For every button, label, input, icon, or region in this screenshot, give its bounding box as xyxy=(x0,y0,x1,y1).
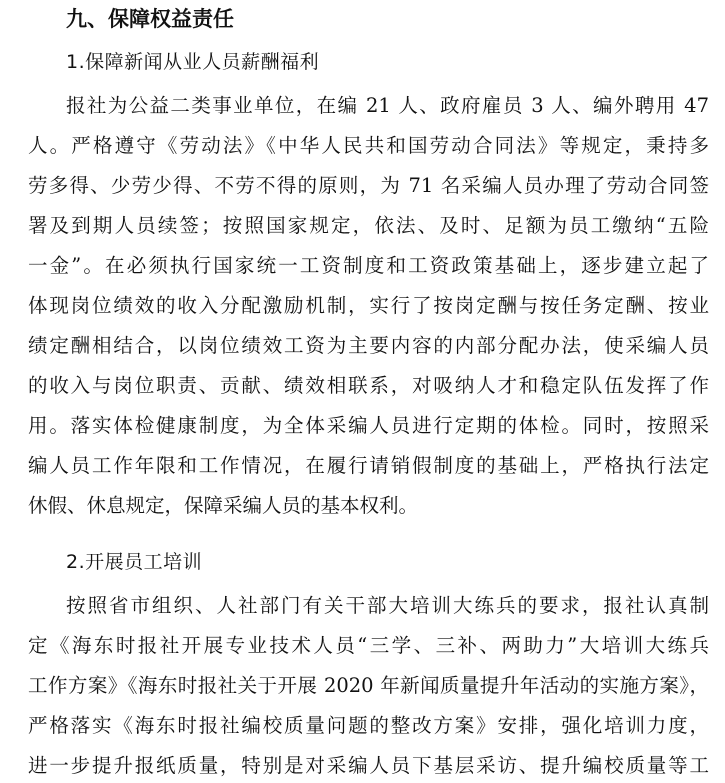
paragraph-line: 人。严格遵守《劳动法》《中华人民共和国劳动合同法》等规定，秉持多 xyxy=(28,134,709,157)
paragraph-line: 进一步提升报纸质量，特别是对采编人员下基层采访、提升编校质量等工 xyxy=(28,754,709,777)
paragraph-line: 署及到期人员续签；按照国家规定，依法、及时、足额为员工缴纳“五险 xyxy=(28,214,709,237)
paragraph-line: 编人员工作年限和工作情况，在履行请销假制度的基础上，严格执行法定 xyxy=(28,454,709,477)
subsection-1-heading: 1.保障新闻从业人员薪酬福利 xyxy=(66,51,320,73)
paragraph-line: 的收入与岗位职责、贡献、绩效相联系，对吸纳人才和稳定队伍发挥了作 xyxy=(28,374,709,397)
paragraph-line: 体现岗位绩效的收入分配激励机制，实行了按岗定酬与按任务定酬、按业 xyxy=(28,294,709,317)
paragraph-line: 休假、休息规定，保障采编人员的基本权利。 xyxy=(28,494,419,517)
section-heading: 九、保障权益责任 xyxy=(66,7,234,31)
paragraph-line: 报社为公益二类事业单位，在编 21 人、政府雇员 3 人、编外聘用 47 xyxy=(66,94,709,117)
subsection-2-heading: 2.开展员工培训 xyxy=(66,551,203,573)
paragraph-line: 按照省市组织、人社部门有关干部大培训大练兵的要求，报社认真制 xyxy=(66,594,709,617)
paragraph-line: 劳多得、少劳少得、不劳不得的原则，为 71 名采编人员办理了劳动合同签 xyxy=(28,174,709,197)
paragraph-line: 定《海东时报社开展专业技术人员“三学、三补、两助力”大培训大练兵 xyxy=(28,634,709,657)
paragraph-line: 一金”。在必须执行国家统一工资制度和工资政策基础上，逐步建立起了 xyxy=(28,254,709,277)
paragraph-line: 严格落实《海东时报社编校质量问题的整改方案》安排，强化培训力度， xyxy=(28,714,709,737)
paragraph-line: 用。落实体检健康制度，为全体采编人员进行定期的体检。同时，按照采 xyxy=(28,414,709,437)
paragraph-line: 工作方案》《海东时报社关于开展 2020 年新闻质量提升年活动的实施方案》， xyxy=(28,674,709,697)
paragraph-line: 绩定酬相结合，以岗位绩效工资为主要内容的内部分配办法，使采编人员 xyxy=(28,334,709,357)
